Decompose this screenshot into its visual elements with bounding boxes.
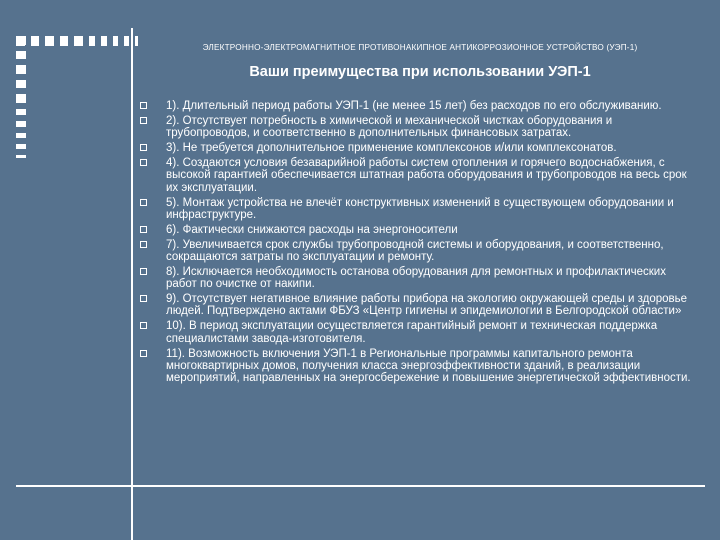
list-item-text: 8). Исключается необходимость останова оборудования для ремонтных и профилактических работ по очистке от накипи. bbox=[166, 266, 666, 291]
square-bullet-icon bbox=[140, 102, 147, 109]
list-item bbox=[135, 157, 695, 194]
slide-header: ЭЛЕКТРОННО-ЭЛЕКТРОМАГНИТНОЕ ПРОТИВОНАКИПНОЕ АНТИКОРРОЗИОННОЕ УСТРОЙСТВО (УЭП-1) bbox=[202, 43, 638, 52]
list-item-text: 3). Не требуется дополнительное применение комплексонов и/или комплексонатов. bbox=[166, 142, 617, 155]
square-bullet-icon bbox=[140, 268, 147, 275]
list-item bbox=[135, 224, 695, 236]
list-item bbox=[135, 197, 695, 221]
list-item-text: 7). Увеличивается срок службы трубопроводной системы и оборудования, и соответственно, сокращаются затраты по эксплуатации и ремонту. bbox=[166, 238, 664, 264]
list-item-text: 4). Создаются условия безаварийной работы систем отопления и горячего водоснабжения, с высокой гарантией обеспечивается штатная работа оборудования и трубопроводов на весь срок их эксплуатации. bbox=[166, 157, 687, 194]
list-item bbox=[135, 142, 695, 154]
list-item bbox=[135, 293, 695, 317]
square-bullet-icon bbox=[140, 144, 147, 151]
list-item bbox=[135, 348, 695, 385]
square-bullet-icon bbox=[140, 322, 147, 329]
list-item-text: 5). Монтаж устройства не влечёт конструктивных изменений в существующем оборудовании и инфраструктуре. bbox=[166, 196, 674, 221]
list-item-text: 11). Возможность включения УЭП-1 в Региональные программы капитального ремонта многоквартирных домов, получения класса энергоэффективности зданий, в реализации мероприятий, направленных на энергосбережение и повышение энергетической эффективности. bbox=[166, 347, 691, 385]
square-bullet-icon bbox=[140, 159, 147, 166]
square-bullet-icon bbox=[140, 350, 147, 357]
list-item bbox=[135, 239, 695, 263]
square-bullet-icon bbox=[140, 295, 147, 302]
list-item bbox=[135, 100, 695, 112]
list-item bbox=[135, 320, 695, 344]
advantages-list bbox=[135, 100, 695, 387]
decorative-squares-left bbox=[16, 36, 28, 158]
vertical-rule bbox=[131, 28, 133, 540]
horizontal-rule bbox=[16, 485, 705, 487]
square-bullet-icon bbox=[140, 117, 147, 124]
slide-title: Ваши преимущества при использовании УЭП-1 bbox=[249, 64, 591, 80]
list-item-text: 2). Отсутствует потребность в химической и механической чистках оборудования и трубопроводов, и соответственно в дополнительных финансовых затратах. bbox=[166, 115, 613, 140]
list-item-text: 6). Фактически снижаются расходы на энергоносители bbox=[166, 223, 458, 236]
decorative-squares-top bbox=[16, 36, 138, 48]
list-item-text: 9). Отсутствует негативное влияние работы прибора на экологию окружающей среды и здоровье людей. Подтверждено актами ФБУЗ «Центр гигиены и эпидемиологии в Белгородской области» bbox=[166, 293, 688, 318]
list-item-text: 10). В период эксплуатации осуществляется гарантийный ремонт и техническая поддержка специалистами завода-изготовителя. bbox=[166, 320, 658, 345]
square-bullet-icon bbox=[140, 199, 147, 206]
list-item-text: 1). Длительный период работы УЭП-1 (не менее 15 лет) без расходов по его обслуживанию. bbox=[166, 100, 662, 112]
square-bullet-icon bbox=[140, 241, 147, 248]
square-bullet-icon bbox=[140, 226, 147, 233]
list-item bbox=[135, 115, 695, 139]
list-item bbox=[135, 266, 695, 290]
